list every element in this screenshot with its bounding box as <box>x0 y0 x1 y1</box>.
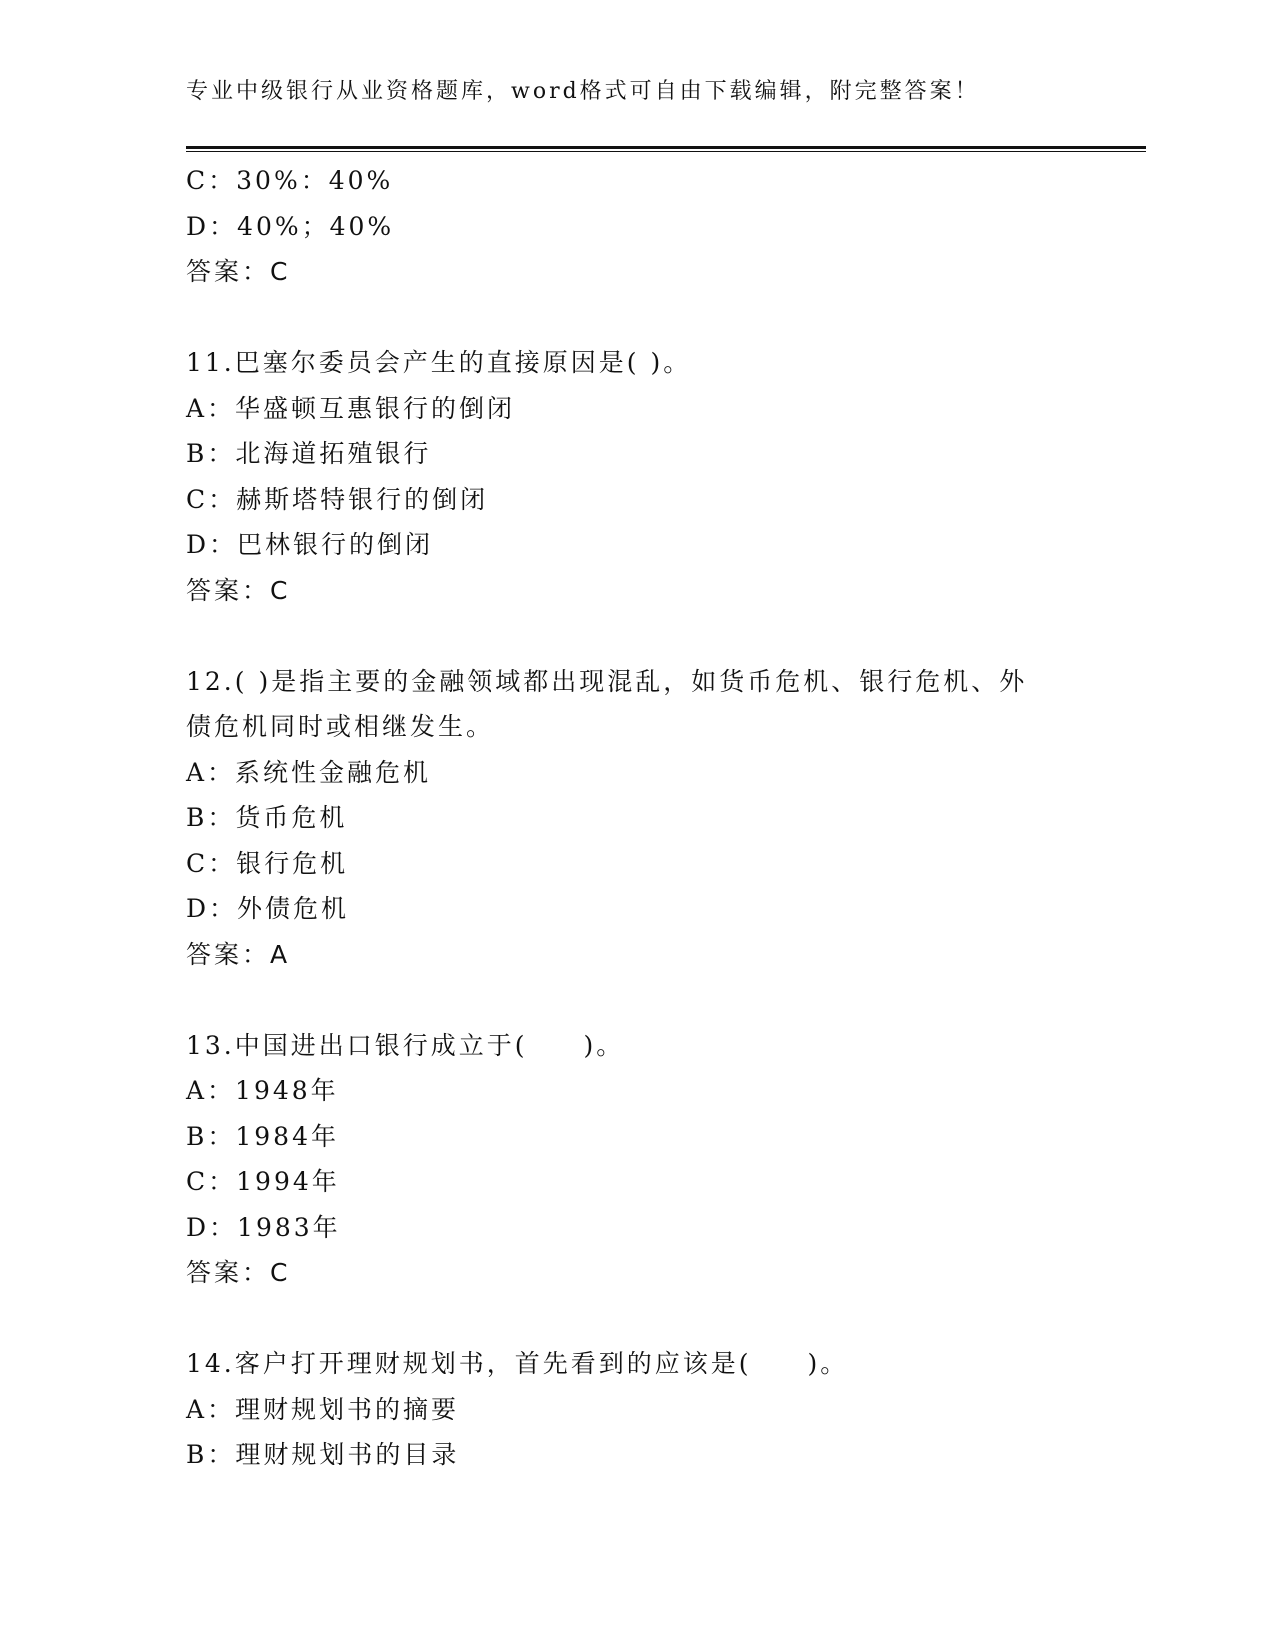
option-d: D：1983年 <box>186 1212 341 1242</box>
option-d: D：外债危机 <box>186 894 350 923</box>
answer-line: 答案：A <box>186 939 291 969</box>
option-b: B：理财规划书的目录 <box>186 1440 460 1469</box>
option-a: A：理财规划书的摘要 <box>186 1394 460 1424</box>
page-header: 专业中级银行从业资格题库，word格式可自由下载编辑，附完整答案！ <box>186 79 980 104</box>
spacer <box>186 295 1086 341</box>
question-stem: 11.巴塞尔委员会产生的直接原因是( )。 <box>186 348 692 377</box>
question-stem: 12.( )是指主要的金融领域都出现混乱，如货币危机、银行危机、外 <box>186 666 1028 696</box>
spacer <box>186 977 1086 1023</box>
spacer <box>186 1296 1086 1342</box>
question-content <box>186 158 1086 1478</box>
option-c: C：30%：40% <box>186 166 394 195</box>
option-c: C：银行危机 <box>186 848 349 878</box>
option-a: A：系统性金融危机 <box>186 757 432 787</box>
option-a: A：华盛顿互惠银行的倒闭 <box>186 393 516 423</box>
option-c: C：1994年 <box>186 1167 340 1196</box>
header-rule-thin <box>186 151 1146 152</box>
option-b: B：北海道拓殖银行 <box>186 439 432 468</box>
question-stem: 14.客户打开理财规划书，首先看到的应该是( )。 <box>186 1349 849 1378</box>
answer-line: 答案：C <box>186 1258 291 1287</box>
question-stem: 13.中国进出口银行成立于( )。 <box>186 1030 625 1060</box>
answer-line: 答案：C <box>186 575 291 605</box>
answer-line: 答案：C <box>186 257 291 286</box>
header-rule-thick <box>186 146 1146 149</box>
option-a: A：1948年 <box>186 1076 339 1105</box>
option-c: C：赫斯塔特银行的倒闭 <box>186 484 489 514</box>
spacer <box>186 613 1086 659</box>
option-b: B：1984年 <box>186 1121 339 1151</box>
option-d: D：巴林银行的倒闭 <box>186 530 434 559</box>
option-b: B：货币危机 <box>186 803 348 832</box>
question-stem-continued: 债危机同时或相继发生。 <box>186 712 495 741</box>
option-d: D：40%；40% <box>186 211 395 241</box>
